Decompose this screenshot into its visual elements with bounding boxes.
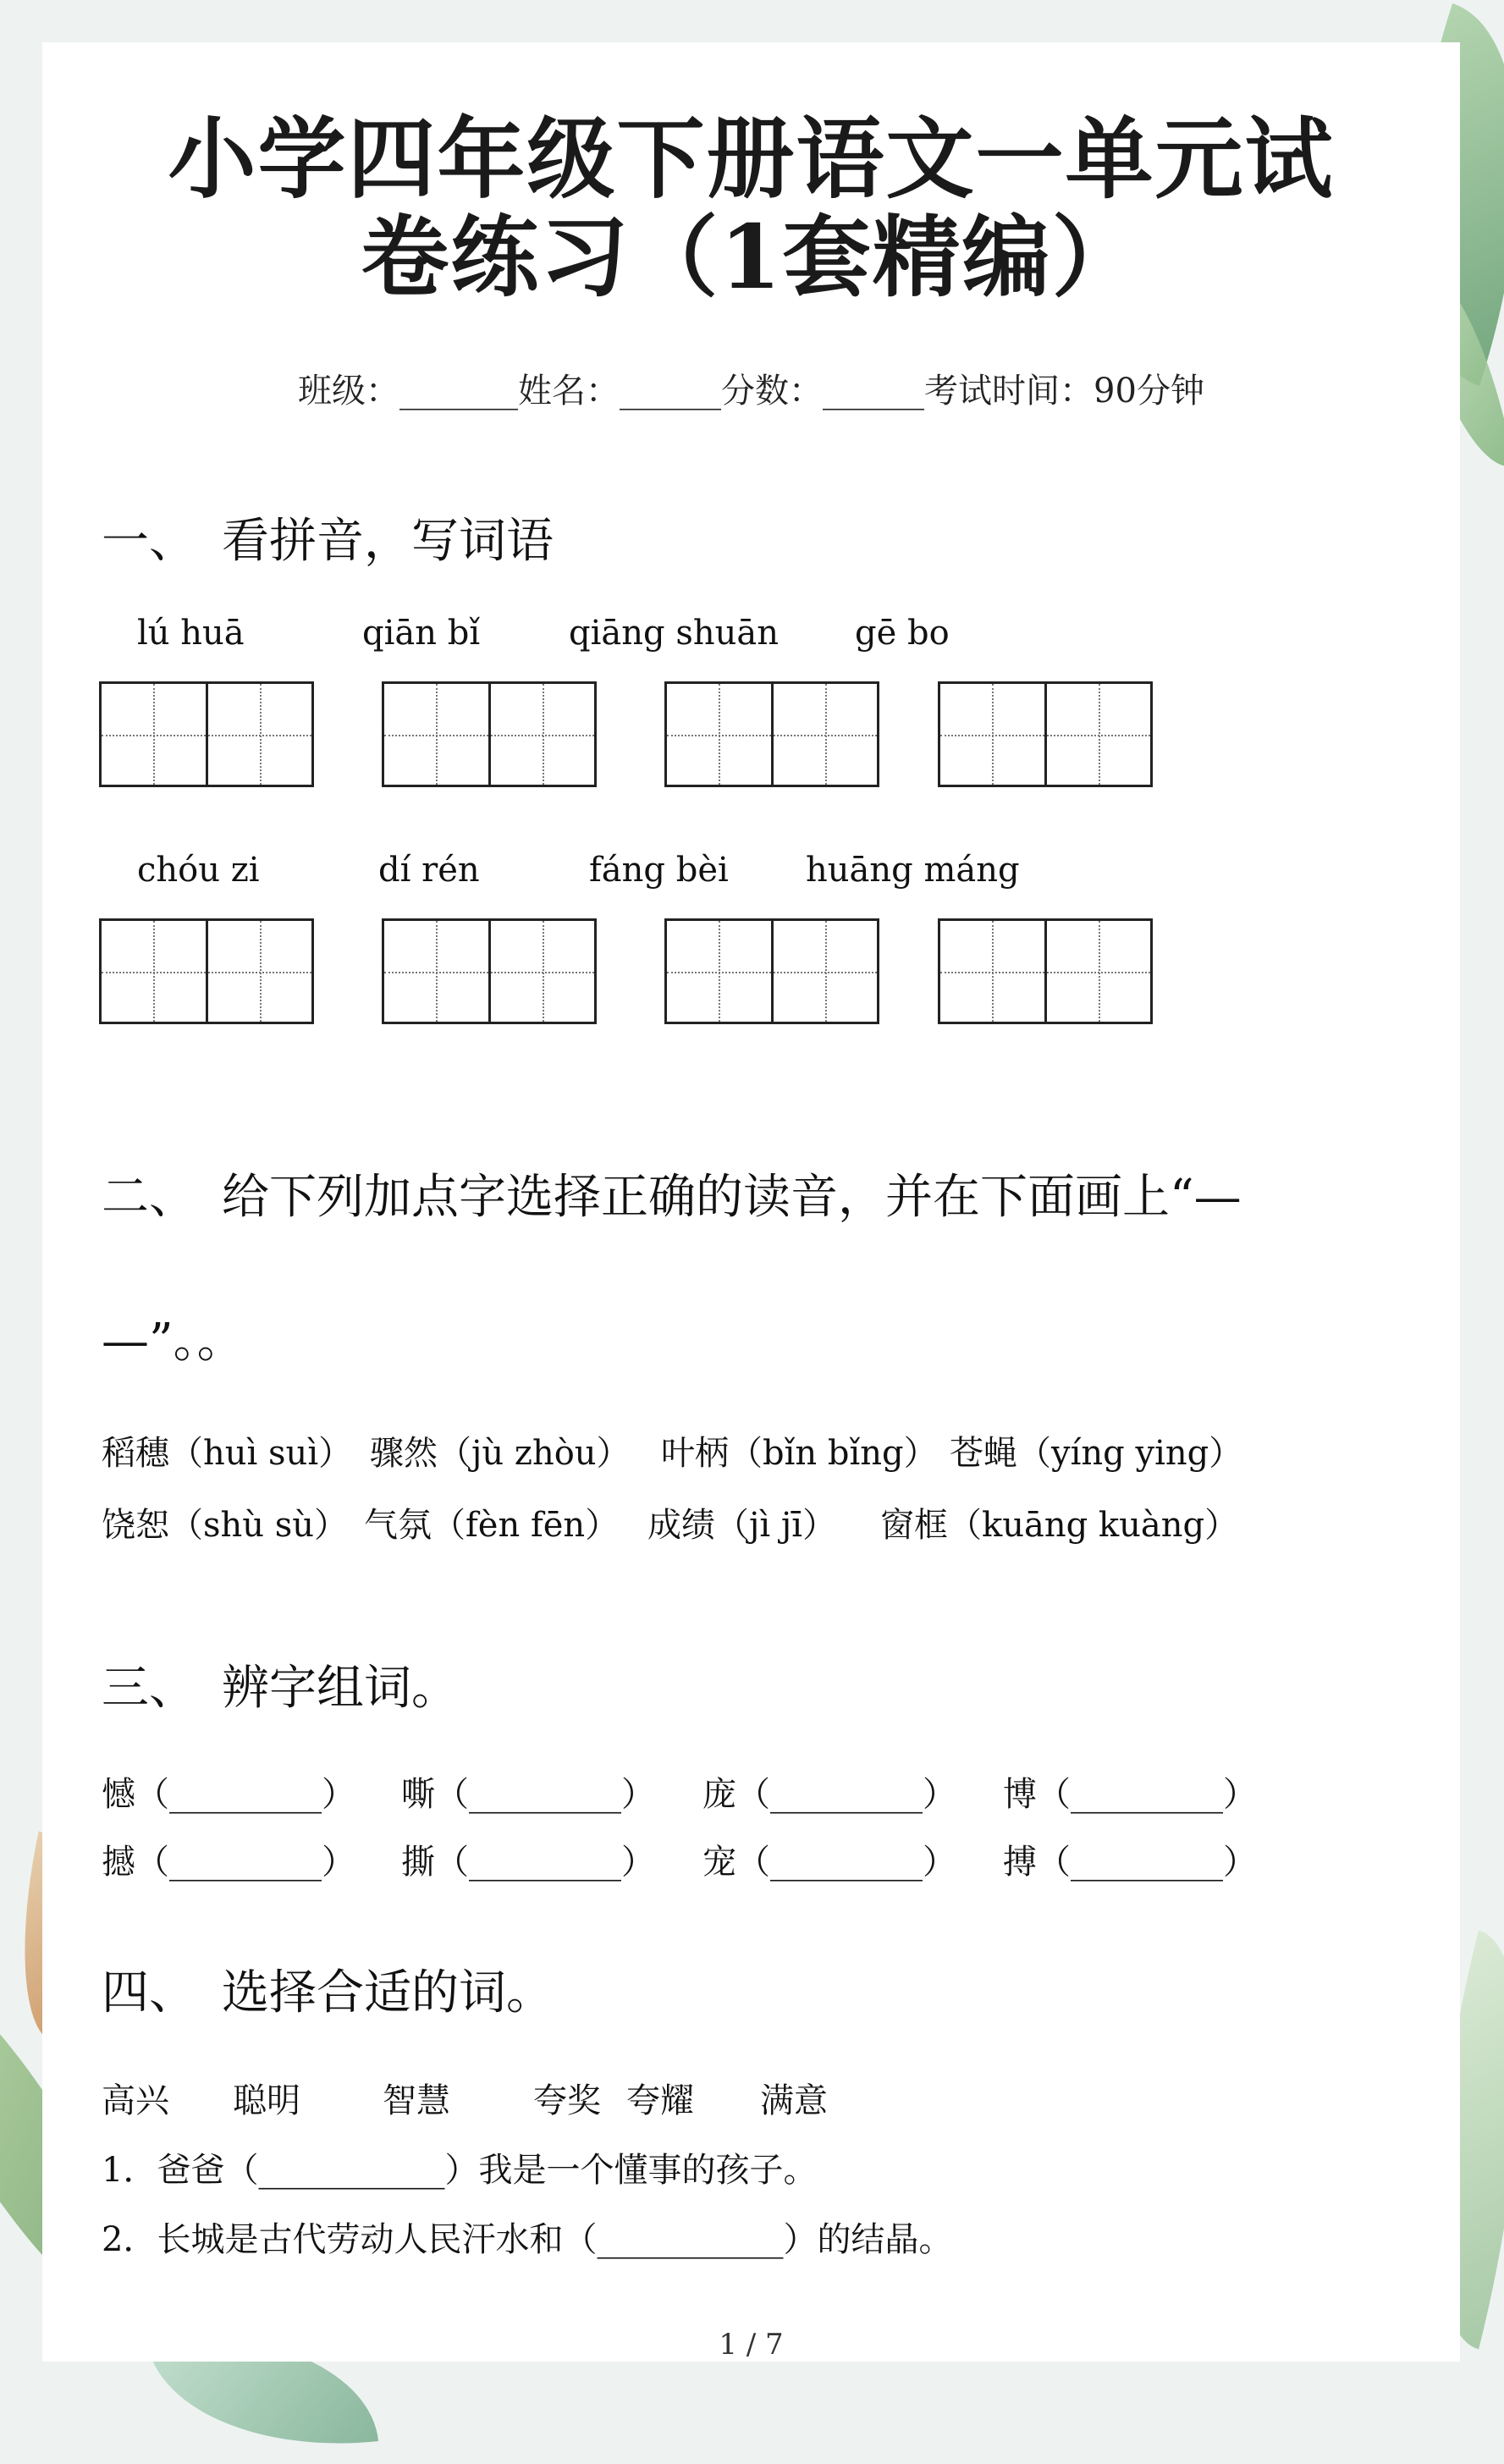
section-number: 一、 <box>102 514 196 569</box>
student-info-line: 班级：_______姓名：______分数：______考试时间：90分钟 <box>298 372 1204 411</box>
word-choice: 聪明 <box>233 2081 300 2120</box>
writing-grid[interactable] <box>664 681 879 787</box>
writing-grid[interactable] <box>382 681 597 787</box>
pronunciation-item: 窗框（kuāng kuàng） <box>880 1506 1239 1545</box>
section-2-heading-cont: —”。。 <box>102 1314 245 1369</box>
title-line-1: 小学四年级下册语文一单元试 <box>168 107 1335 211</box>
pronunciation-item: 骤然（jù zhòu） <box>370 1434 631 1473</box>
word-choice: 智慧 <box>383 2081 450 2120</box>
word-building-item[interactable]: 撕（_________） <box>401 1843 655 1882</box>
question-2[interactable]: 2．长城是古代劳动人民汗水和（___________）的结晶。 <box>102 2220 953 2259</box>
pinyin-label: qiāng shuān <box>569 614 779 653</box>
word-building-item[interactable]: 博（_________） <box>1003 1775 1257 1814</box>
section-number: 三、 <box>102 1661 196 1716</box>
section-4-heading <box>102 1955 554 2023</box>
word-building-item[interactable]: 嘶（_________） <box>401 1775 655 1814</box>
writing-grid[interactable] <box>664 918 879 1024</box>
word-choice: 夸奖 <box>533 2081 601 2120</box>
pinyin-label: chóu zi <box>137 851 260 890</box>
page-number: 1 / 7 <box>719 2328 784 2362</box>
pronunciation-item: 苍蝇（yíng ying） <box>950 1434 1243 1473</box>
section-title: 选择合适的词。 <box>222 1965 554 2020</box>
pinyin-label: dí rén <box>378 851 480 890</box>
word-building-item[interactable]: 撼（_________） <box>102 1843 355 1882</box>
section-1-heading <box>102 504 554 571</box>
writing-grid[interactable] <box>99 918 314 1024</box>
word-choice: 夸耀 <box>626 2081 694 2120</box>
section-3-heading <box>102 1651 459 1718</box>
pronunciation-item: 饶恕（shù sù） <box>102 1506 349 1545</box>
writing-grid[interactable] <box>382 918 597 1024</box>
word-building-item[interactable]: 憾（_________） <box>102 1775 355 1814</box>
writing-grid[interactable] <box>938 681 1153 787</box>
pronunciation-item: 气氛（fèn fēn） <box>364 1506 620 1545</box>
word-building-item[interactable]: 宠（_________） <box>702 1843 956 1882</box>
word-choice: 满意 <box>760 2081 828 2120</box>
pinyin-label: huāng máng <box>806 851 1020 890</box>
page-title <box>93 107 1409 309</box>
exam-page <box>42 42 1460 2362</box>
writing-grid[interactable] <box>99 681 314 787</box>
title-line-2: 卷练习（1套精编） <box>361 205 1142 309</box>
section-title: 辨字组词。 <box>222 1661 459 1716</box>
section-title: 看拼音，写词语 <box>222 514 554 569</box>
question-1[interactable]: 1．爸爸（___________）我是一个懂事的孩子。 <box>102 2151 818 2190</box>
pronunciation-item: 叶柄（bǐn bǐng） <box>661 1434 938 1473</box>
pinyin-label: gē bo <box>855 614 950 653</box>
pinyin-label: qiān bǐ <box>362 614 481 653</box>
word-building-item[interactable]: 庞（_________） <box>702 1775 956 1814</box>
word-building-item[interactable]: 搏（_________） <box>1003 1843 1257 1882</box>
section-2-heading <box>102 1160 1242 1227</box>
word-choice: 高兴 <box>102 2081 169 2120</box>
pronunciation-item: 稻穗（huì suì） <box>102 1434 353 1473</box>
section-title: 给下列加点字选择正确的读音，并在下面画上“— <box>222 1170 1242 1225</box>
pronunciation-item: 成绩（jì jī） <box>647 1506 837 1545</box>
pinyin-label: lú huā <box>137 614 245 653</box>
pinyin-label: fáng bèi <box>589 851 729 890</box>
section-number: 二、 <box>102 1170 196 1225</box>
section-number: 四、 <box>102 1965 196 2020</box>
writing-grid[interactable] <box>938 918 1153 1024</box>
